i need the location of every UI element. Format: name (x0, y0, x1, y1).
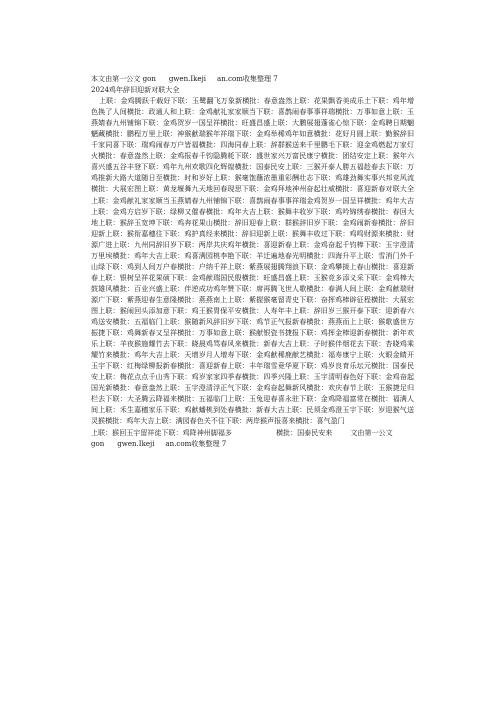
footer-tail-suffix: an.com收集整理 7 (165, 438, 227, 448)
footer-source-prefix: 文由第一公文 (350, 427, 393, 437)
final-banner: 横批：国泰民安来 (275, 427, 333, 437)
source-footer (91, 438, 414, 449)
source-suffix: an.com收集整理 7 (217, 74, 278, 83)
couplets-body: 上联：金鸡腾跃千载好下联：玉鹭翻飞万象新横批：春意盎然上联：花果飘香美成乐土下联：鸡年增色换了人间横批：政通人和上联：金鸡献礼家家顺当下联：喜鹊闹春事事祥瑞横批：万事如意上联：玉燕婧春九州铺锦下联：金鸡贺岁一国呈祥横批：旺盛昌盛上联：大鹏展翅蓬雀心惊下联：金鸡聘日期魍魉藏横批：鹏程万里上联：神猴献瑞猴年祥瑞下联：金鸡举稀鸡年如意横批：花好月圆上联：勤猴辞旧千家同喜下联：瑞鸡闹春万户皆福横批：四海同春上联：辞群猴送来千里鹏毛下联：迎金鸡燃起万家灯火横批：春意盎然上联：金鸡报春千钧隐腾耗下联：盛世家兴万富民康宁横批：团结安定上联：猴年六喜兴盛五谷丰登下联：鸡年九州欢歌四化辉煌横批：国泰民安上联：三猴开泰人勝五福趁春去下联：万鸡推新大路大道随日至横批：时和岁好上联：猴毫饱蘸浓墨重彩酬壮志下联：鸡雄劲舞实事兴邦竞风流横批：大展宏图上联：黄龙堰舞九天地回春现思下联：金鸡拜地神州奋起壮威横批：喜迎新春对联大全上联：金鸡献礼家家顺当玉燕婧春九州铺锦下联：喜鹊闹春事事祥瑞金鸡贺岁一国呈祥横批：鸡年大吉上联：金鸡方启岁下联：绿柳又催春横批：鸡年大吉上联：猴舞丰收岁下联：鸡吟锦绣春横批：春回大地上联：猴辞玉宽坤下联：鸡奔花果山横批：辞旧迎春上联：群猴辞旧岁下联：金鸡闹新春横批：辞旧迎新上联：猴衔嘉穗往下联：鸡护真经来横批：辞旧迎新上联：猴舞丰收过下联：鸡鸣财源来横批：财源广进上联：九州同辞旧岁下联：两岸共庆鸡年横批：喜迎新春上联：金鸡奋起千钧棒下联：玉宇澄清万里埃横批：鸡年大吉上联：鸡喜满园桃李艳下联：羊迁遍地春光明横批：四海升平上联：雪消门外千山绿下联：鸡到人间万户春横批：户纳千祥上联：紫燕展翅腾翔浪下联：金鸡攀援上春山横批：喜迎新春上联：银树呈祥花果硕下联：金鸡献瑞国民殷横批：旺盛昌盛上联：玉猴竞多添义采下联：金鸡棒大鼓雄风横批：百业兴盛上联：伴逆成功鸡年赞下联：席再腾飞世人歌横批：春满人间上联：金鸡献瑞财源广下联：紫燕迎春生意隆横批：燕燕南上上联：紫握猴毫留青史下联：奋挥鸡棒辟征程横批：大展宏图上联：猴闹回头添加意下联：鸡王猴胃保平安横批：人寿年丰上联：辞旧岁三猴开泰下联：迎新春六鸡送安横批：五福临门上联：猴随新风辞旧岁下联：鸡节正气报新春横批：燕燕而上上联：猴歌盛世方振捷下联：鸡舞新春又呈祥横批：万事如意上联：猴献银瓷书捷报下联：鸡挥金棒迎新春横批：新年欢乐上联：羊夜猴施耀竹去下联：晓晨鸡骂春风来横批：新春大吉上联：子时猴伴烟花去下联：杏晓鸡乘耀竹来横批：鸡年大吉上联：天增岁月人增寿下联：金鸡献稀鹿献艺横批：福寿康宁上联：火眼金睛开玉宇下联：红梅绿柳报新春横批：喜迎新春上联：丰年瑞雪竟华夏下联：鸡岁良育乐坛元横批：国泰民安上联：梅花点点千山秀下联：鸡岁家家四季春横批：四季兴隆上联：玉宇清明春色好下联：金鸡奋起国光新横批：春意盎然上联：玉宇澄清浮正气下联：金鸡奋起舞新风横批：欢庆春节上联：玉猴捷足归栏去下联：大圣腾云降福来横批：五福临门上联：玉兔迎春喜永驻下联：金鸡降福富常在横批：福满人间上联：禾生嘉穗家乐下联：鸡献蟠桃到处春横批：新春大吉上联：民须金鸡澄玉宇下联：岁迎猴气送灵猴横批：鸡年大吉上联：满园春色关不住下联：两岸猴声报喜来横批：喜气盈门 (91, 96, 414, 426)
source-prefix: 本文由第一公文 gon (91, 74, 156, 83)
final-upper-line: 上联：猴回玉宇留祥徒 (91, 427, 162, 437)
document-title: 2024鸡年辞旧迎新对联大全 (91, 85, 180, 95)
final-lower-line: 下联：鸡降神州脚福多 (161, 427, 232, 437)
final-couplet-row (91, 427, 414, 438)
footer-tail-middle: gwen.Ikeji (117, 438, 155, 448)
source-header (91, 73, 414, 84)
footer-tail-prefix: gon (91, 438, 105, 448)
document-content (91, 73, 414, 449)
source-middle: gwen.Ikeji (168, 74, 207, 83)
